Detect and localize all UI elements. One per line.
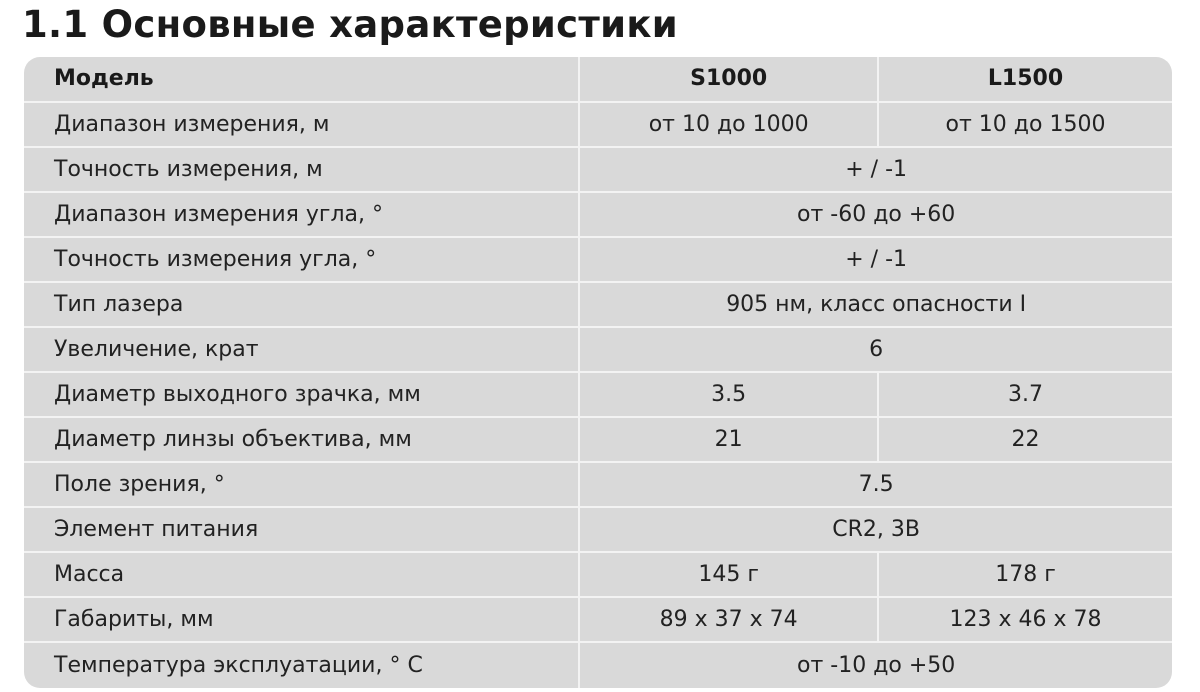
table-row (24, 508, 1172, 553)
table-row (24, 238, 1172, 283)
row-value-shared: CR2, 3В (578, 508, 1172, 553)
section-title: 1.1 Основные характеристики (22, 3, 678, 46)
row-param-label: Габариты, мм (24, 598, 578, 643)
row-value-s1000: 89 x 37 x 74 (578, 598, 877, 643)
row-value-s1000: 3.5 (578, 373, 877, 418)
row-value-shared: от -60 до +60 (578, 193, 1172, 238)
table-row (24, 598, 1172, 643)
row-param-label: Диапазон измерения, м (24, 103, 578, 148)
table-row (24, 103, 1172, 148)
table-row (24, 283, 1172, 328)
row-value-s1000: 21 (578, 418, 877, 463)
row-value-l1500: 3.7 (877, 373, 1172, 418)
table-row (24, 418, 1172, 463)
row-value-shared: 7.5 (578, 463, 1172, 508)
row-value-s1000: от 10 до 1000 (578, 103, 877, 148)
row-param-label: Поле зрения, ° (24, 463, 578, 508)
header-l1500: L1500 (877, 57, 1172, 103)
row-param-label: Масса (24, 553, 578, 598)
table-row (24, 643, 1172, 688)
row-value-shared: + / -1 (578, 238, 1172, 283)
row-value-l1500: 123 x 46 x 78 (877, 598, 1172, 643)
table-header-row (24, 57, 1172, 103)
table-row (24, 148, 1172, 193)
row-param-label: Температура эксплуатации, ° С (54, 652, 423, 678)
specifications-table (24, 57, 1172, 688)
table-row (24, 373, 1172, 418)
header-model-label: Модель (24, 57, 578, 103)
row-value-shared: 905 нм, класс опасности I (578, 283, 1172, 328)
row-value-shared: 6 (578, 328, 1172, 373)
row-param-label: Диаметр линзы объектива, мм (24, 418, 578, 463)
row-param-label: Точность измерения, м (24, 148, 578, 193)
row-value-s1000: 145 г (578, 553, 877, 598)
table-row (24, 328, 1172, 373)
table-row (24, 193, 1172, 238)
header-s1000: S1000 (578, 57, 877, 103)
row-param-label: Точность измерения угла, ° (24, 238, 578, 283)
row-param-label: Увеличение, крат (24, 328, 578, 373)
row-param-label: Диапазон измерения угла, ° (24, 193, 578, 238)
row-value-l1500: 178 г (877, 553, 1172, 598)
row-value-shared: от -10 до +50 (578, 643, 1172, 688)
row-value-l1500: 22 (877, 418, 1172, 463)
table-row (24, 463, 1172, 508)
row-value-shared: + / -1 (578, 148, 1172, 193)
row-param-label: Элемент питания (24, 508, 578, 553)
row-value-l1500: от 10 до 1500 (877, 103, 1172, 148)
table-row (24, 553, 1172, 598)
row-param-label: Тип лазера (24, 283, 578, 328)
row-param-label: Диаметр выходного зрачка, мм (24, 373, 578, 418)
